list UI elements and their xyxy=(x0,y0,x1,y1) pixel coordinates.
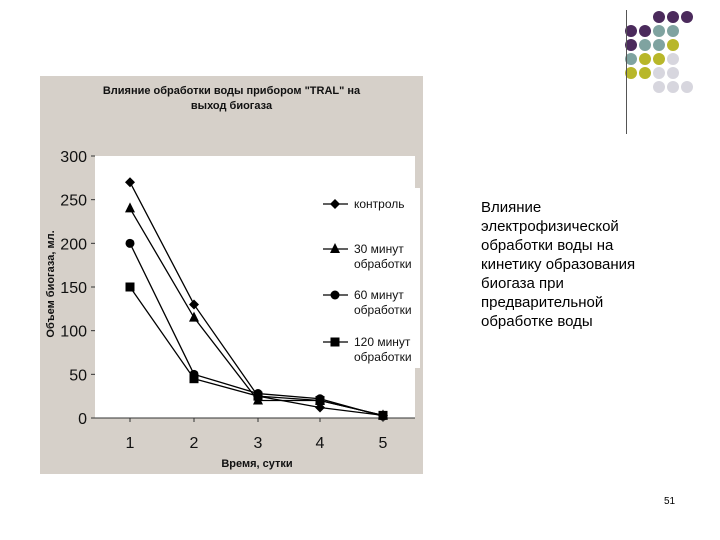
decorative-dot xyxy=(653,11,665,23)
decorative-dot xyxy=(653,67,665,79)
x-tick-label: 3 xyxy=(253,435,263,452)
chart-panel xyxy=(40,76,423,474)
decorative-divider-line xyxy=(626,10,627,134)
y-axis-label: Объем биогаза, мл. xyxy=(45,230,57,338)
y-tick-label: 300 xyxy=(60,149,87,166)
decorative-dot xyxy=(639,67,651,79)
decorative-dot xyxy=(653,39,665,51)
y-tick-label: 150 xyxy=(60,280,87,297)
data-point-square xyxy=(190,374,199,383)
y-tick-label: 250 xyxy=(60,192,87,210)
decorative-dot xyxy=(667,53,679,65)
x-tick-label: 2 xyxy=(189,435,199,452)
line-chart xyxy=(40,76,423,474)
y-tick-label: 0 xyxy=(78,411,87,428)
decorative-dot xyxy=(667,25,679,37)
decorative-dot xyxy=(639,53,651,65)
decorative-dot xyxy=(653,25,665,37)
legend-label: контроль xyxy=(354,197,405,211)
decorative-dot xyxy=(667,39,679,51)
x-tick-label: 5 xyxy=(378,435,388,452)
decorative-dot xyxy=(667,11,679,23)
data-point-square xyxy=(316,396,325,405)
data-point-square xyxy=(126,283,135,292)
data-point-circle xyxy=(331,291,340,300)
legend-label: 30 минут обработки xyxy=(354,242,412,271)
decorative-dot xyxy=(667,67,679,79)
decorative-dot xyxy=(667,81,679,93)
data-point-circle xyxy=(126,239,135,248)
chart-title: Влияние обработки воды прибором "TRAL" на выход биогаза xyxy=(102,85,361,112)
decorative-dot xyxy=(681,81,693,93)
legend-label: 60 минут обработки xyxy=(354,288,412,317)
decorative-dot xyxy=(639,25,651,37)
x-tick-label: 1 xyxy=(125,435,135,452)
y-tick-label: 200 xyxy=(60,236,87,254)
data-point-square xyxy=(254,392,263,401)
decorative-dot xyxy=(639,39,651,51)
legend-label: 120 минут обработки xyxy=(354,335,412,364)
x-axis-label: Время, сутки xyxy=(221,458,293,470)
data-point-square xyxy=(331,338,340,347)
y-tick-label: 50 xyxy=(69,367,87,385)
decorative-dot xyxy=(653,53,665,65)
y-tick-label: 100 xyxy=(60,323,87,341)
data-point-square xyxy=(379,411,388,420)
x-tick-label: 4 xyxy=(315,435,325,452)
decorative-dot xyxy=(681,11,693,23)
slide-description-text: Влияние электрофизической обработки воды на кинетику образования биогаза при предварительной обработке воды xyxy=(481,199,636,330)
decorative-dot xyxy=(653,81,665,93)
page-number: 51 xyxy=(664,496,676,507)
